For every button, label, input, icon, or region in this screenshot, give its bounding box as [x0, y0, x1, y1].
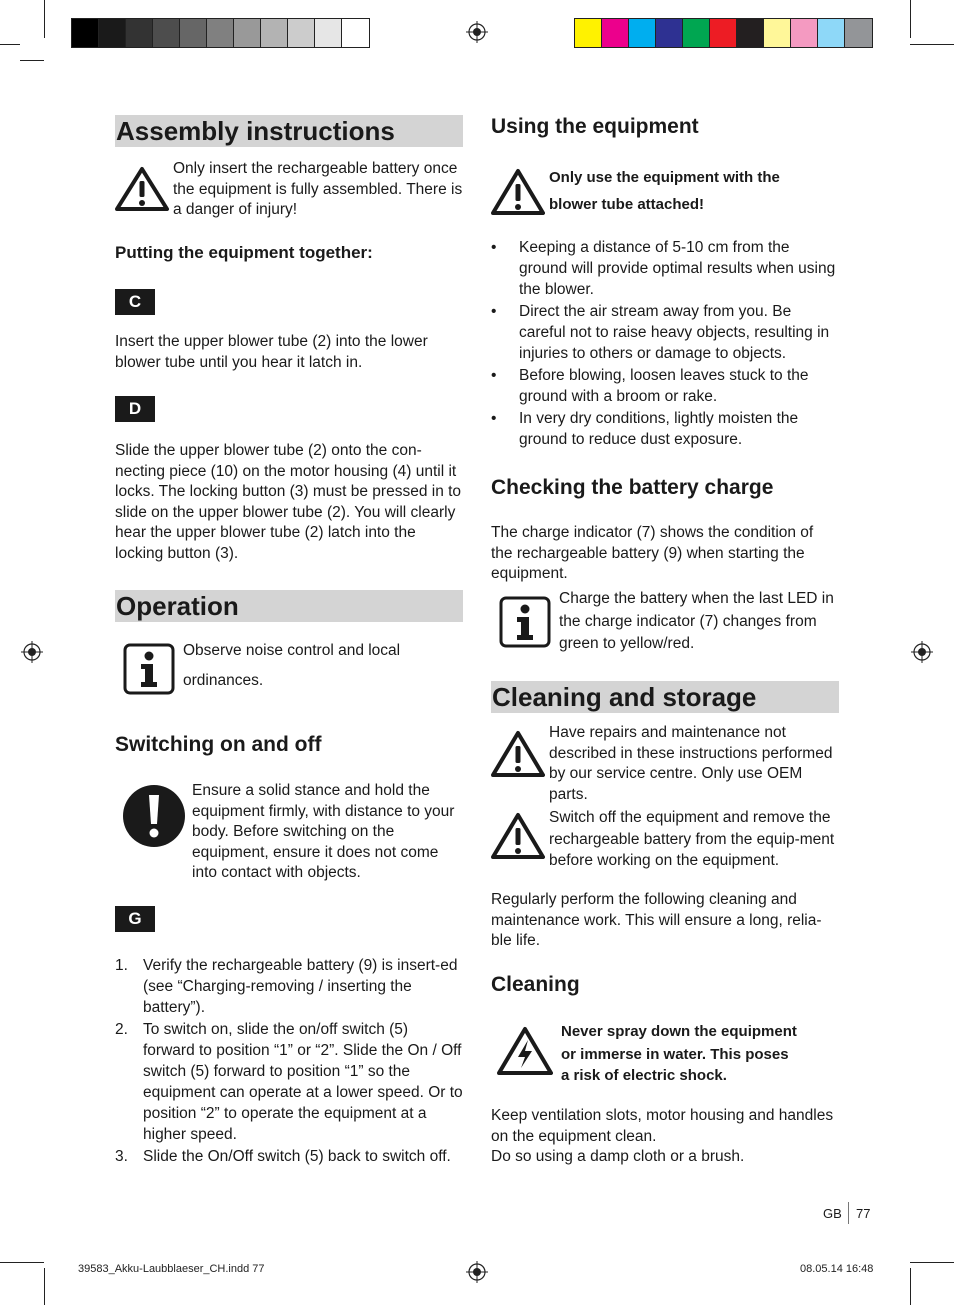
color-swatch — [575, 19, 602, 47]
figure-label-c: C — [115, 289, 155, 315]
info-icon — [499, 596, 551, 648]
battery-text: The charge indicator (7) shows the condition of the rechargeable battery (9) when starting the equipment. — [491, 524, 814, 582]
switching-title: Switching on and off — [115, 733, 322, 756]
list-item: • Keeping a distance of 5-10 cm from the ground will provide optimal results when using the blower. — [491, 237, 839, 300]
using-warning-line2: blower tube attached! — [549, 196, 705, 213]
grey-color-bar — [71, 18, 370, 48]
footer-language: GB — [823, 1206, 842, 1221]
list-item: • In very dry conditions, lightly moisten the ground to reduce dust exposure. — [491, 408, 839, 450]
cleaning-title: Cleaning — [491, 973, 580, 996]
warning-triangle-icon — [491, 168, 545, 216]
warning-triangle-icon — [491, 730, 545, 778]
color-swatch — [656, 19, 683, 47]
cleaning-warning1-text: Have repairs and maintenance not described in these instructions performed by our service centre. Only use OEM parts. — [549, 724, 833, 803]
assembly-title: Assembly instructions — [115, 115, 463, 147]
crop-mark — [0, 44, 20, 45]
cleaning-danger-line1: Never spray down the equipment — [561, 1023, 797, 1040]
list-item: 1. Verify the rechargeable battery (9) is insert-ed (see “Charging-removing / inserting the battery”). — [115, 957, 458, 1016]
color-swatch — [315, 19, 342, 47]
switching-caution-text: Ensure a solid stance and hold the equipment firmly, with distance to your body. Before switching on the equipment, ensure it does not come into contact with objects. — [192, 782, 455, 881]
caution-exclamation-icon — [122, 784, 186, 848]
color-swatch — [153, 19, 180, 47]
slug-filename: 39583_Akku-Laubblaeser_CH.indd 77 — [78, 1263, 265, 1275]
color-swatch — [737, 19, 764, 47]
color-swatch — [342, 19, 369, 47]
crop-mark — [910, 0, 911, 38]
cleaning-text-line1: Keep ventilation slots, motor housing and handles on the equipment clean. — [491, 1107, 834, 1145]
color-swatch — [234, 19, 261, 47]
step-c-text: Insert the upper blower tube (2) into the lower blower tube until you hear it latch in. — [115, 333, 428, 371]
color-swatch — [72, 19, 99, 47]
cleaning-storage-title: Cleaning and storage — [491, 681, 839, 713]
color-swatch — [683, 19, 710, 47]
figure-label-d: D — [115, 396, 155, 422]
using-title: Using the equipment — [491, 115, 699, 138]
color-swatch — [845, 19, 872, 47]
warning-triangle-icon — [491, 812, 545, 860]
cleaning-text-line2: Do so using a damp cloth or a brush. — [491, 1148, 745, 1165]
crop-mark — [20, 60, 44, 61]
color-swatch — [261, 19, 288, 47]
color-swatch — [126, 19, 153, 47]
crop-mark — [44, 0, 45, 38]
warning-triangle-icon — [115, 166, 169, 212]
registration-mark-icon — [466, 1261, 488, 1283]
cleaning-danger-line2: or immerse in water. This poses — [561, 1046, 789, 1063]
switching-steps-list — [115, 955, 463, 1168]
page-number: 77 — [856, 1206, 871, 1221]
assembly-warning-text: Only insert the rechargeable battery once the equipment is fully assembled. There is a danger of injury! — [173, 160, 463, 218]
electric-shock-warning-icon — [497, 1026, 553, 1076]
list-item: • Before blowing, loosen leaves stuck to the ground with a broom or rake. — [491, 365, 839, 407]
registration-mark-icon — [911, 641, 933, 663]
color-swatch — [207, 19, 234, 47]
battery-info-text: Charge the battery when the last LED in the charge indicator (7) changes from green to yellow/red. — [559, 590, 834, 652]
crop-mark — [910, 1262, 954, 1263]
figure-label-g: G — [115, 906, 155, 932]
color-swatch — [288, 19, 315, 47]
color-swatch — [818, 19, 845, 47]
crop-mark — [44, 1268, 45, 1305]
step-d-text: Slide the upper blower tube (2) onto the con-necting piece (10) on the motor housing (4) until it locks. The locking button (3) must be pressed in to slide on the upper blower tube (2). You will clearly hear the upper blower tube (2) latch into the locking button (3). — [115, 442, 462, 562]
color-swatch — [764, 19, 791, 47]
using-bullets-list — [491, 237, 839, 451]
registration-mark-icon — [466, 21, 488, 43]
process-color-bar — [574, 18, 873, 48]
info-icon — [123, 643, 175, 695]
list-item: 2. To switch on, slide the on/off switch (5) forward to position “1” or “2”. Slide the On / Off switch (5) forward to position “1” so the equipment can operate at a lower speed. Or to position “2” to operate the equipment at a higher speed. — [115, 1021, 463, 1143]
footer-divider — [848, 1202, 849, 1224]
assembly-subheading: Putting the equipment together: — [115, 243, 373, 262]
slug-date: 08.05.14 16:48 — [800, 1263, 874, 1275]
list-item: 3. Slide the On/Off switch (5) back to switch off. — [115, 1148, 451, 1165]
battery-title: Checking the battery charge — [491, 476, 774, 499]
cleaning-storage-text: Regularly perform the following cleaning and maintenance work. This will ensure a long, relia-ble life. — [491, 891, 822, 949]
registration-mark-icon — [21, 641, 43, 663]
color-swatch — [629, 19, 656, 47]
crop-mark — [910, 1268, 911, 1305]
color-swatch — [99, 19, 126, 47]
crop-mark — [910, 44, 954, 45]
operation-info-line2: ordinances. — [183, 672, 264, 689]
operation-info-line1: Observe noise control and local — [183, 642, 401, 659]
using-warning-line1: Only use the equipment with the — [549, 169, 780, 186]
operation-title: Operation — [115, 590, 463, 622]
list-item: • Direct the air stream away from you. Be careful not to raise heavy objects, resulting in injuries to others or damage to objects. — [491, 301, 839, 364]
crop-mark — [0, 1262, 44, 1263]
color-swatch — [710, 19, 737, 47]
cleaning-danger-line3: a risk of electric shock. — [561, 1067, 727, 1084]
color-swatch — [791, 19, 818, 47]
color-swatch — [180, 19, 207, 47]
cleaning-warning2-text: Switch off the equipment and remove the rechargeable battery from the equip-ment before working on the equipment. — [549, 809, 835, 869]
color-swatch — [602, 19, 629, 47]
